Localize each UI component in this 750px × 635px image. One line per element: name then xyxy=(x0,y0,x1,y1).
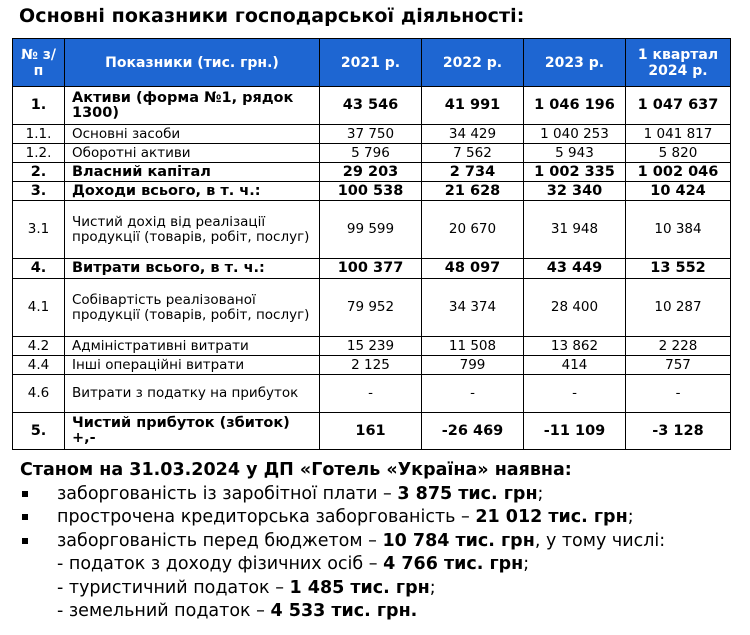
cell-2022: 7 562 xyxy=(422,144,524,163)
row-indicator: Собівартість реалізованої продукції (товарів, робіт, послуг) xyxy=(65,279,320,337)
cell-2022: 34 374 xyxy=(422,279,524,337)
table-row xyxy=(13,163,731,182)
row-indicator: Витрати всього, в т. ч.: xyxy=(65,259,320,279)
cell-2023: 1 002 335 xyxy=(524,163,626,182)
cell-2022: 21 628 xyxy=(422,182,524,201)
table-row xyxy=(13,259,731,279)
cell-2022: 799 xyxy=(422,356,524,375)
cell-2021: 161 xyxy=(320,413,422,450)
table-row xyxy=(13,144,731,163)
cell-2022: - xyxy=(422,375,524,413)
subitem-text: - земельний податок – xyxy=(57,601,271,621)
header-2022: 2022 р. xyxy=(422,39,524,87)
cell-2021: 2 125 xyxy=(320,356,422,375)
row-number: 4.6 xyxy=(13,375,65,413)
cell-2023: 1 040 253 xyxy=(524,125,626,144)
row-indicator: Чистий прибуток (збиток) +,- xyxy=(65,413,320,450)
cell-2023: 43 449 xyxy=(524,259,626,279)
row-number: 4.4 xyxy=(13,356,65,375)
row-number: 4.2 xyxy=(13,337,65,356)
subitem-amount: 1 485 тис. грн xyxy=(289,577,430,598)
cell-2024: 1 047 637 xyxy=(626,87,731,125)
cell-2023: 1 046 196 xyxy=(524,87,626,125)
row-indicator: Адміністративні витрати xyxy=(65,337,320,356)
subitem-amount: 4 533 тис. грн. xyxy=(270,601,418,621)
row-indicator: Інші операційні витрати xyxy=(65,356,320,375)
row-number: 1. xyxy=(13,87,65,125)
cell-2023: - xyxy=(524,375,626,413)
header-2023: 2023 р. xyxy=(524,39,626,87)
table-row xyxy=(13,356,731,375)
cell-2024: -3 128 xyxy=(626,413,731,450)
sub-list-item xyxy=(20,553,665,577)
cell-2023: 32 340 xyxy=(524,182,626,201)
cell-2024: 10 424 xyxy=(626,182,731,201)
cell-2023: 414 xyxy=(524,356,626,375)
row-indicator: Оборотні активи xyxy=(65,144,320,163)
cell-2022: -26 469 xyxy=(422,413,524,450)
cell-2023: -11 109 xyxy=(524,413,626,450)
list-item xyxy=(20,530,665,554)
item-text: заборгованість перед бюджетом – xyxy=(57,530,383,551)
item-text: прострочена кредиторська заборгованість – xyxy=(57,507,476,527)
table-row xyxy=(13,337,731,356)
subitem-suffix: ; xyxy=(523,554,530,574)
row-indicator: Витрати з податку на прибуток xyxy=(65,375,320,413)
row-number: 1.1. xyxy=(13,125,65,144)
item-text: заборгованість із заробітної плати – xyxy=(57,483,398,504)
cell-2024: 10 287 xyxy=(626,279,731,337)
row-indicator: Доходи всього, в т. ч.: xyxy=(65,182,320,201)
row-number: 4. xyxy=(13,259,65,279)
table-row xyxy=(13,201,731,259)
cell-2024: 2 228 xyxy=(626,337,731,356)
cell-2021: 15 239 xyxy=(320,337,422,356)
bullet-icon xyxy=(22,538,28,544)
cell-2024: 1 002 046 xyxy=(626,163,731,182)
cell-2022: 34 429 xyxy=(422,125,524,144)
header-num: № з/п xyxy=(13,39,65,87)
table-row xyxy=(13,182,731,201)
row-number: 3.1 xyxy=(13,201,65,259)
row-number: 3. xyxy=(13,182,65,201)
cell-2024: 13 552 xyxy=(626,259,731,279)
indicators-table xyxy=(12,38,731,450)
header-2021: 2021 р. xyxy=(320,39,422,87)
cell-2021: - xyxy=(320,375,422,413)
header-indicator: Показники (тис. грн.) xyxy=(65,39,320,87)
item-suffix: , у тому числі: xyxy=(534,530,666,551)
cell-2024: 5 820 xyxy=(626,144,731,163)
list-item xyxy=(20,483,665,507)
subitem-text: - туристичний податок – xyxy=(57,577,290,598)
table-row xyxy=(13,279,731,337)
row-number: 2. xyxy=(13,163,65,182)
cell-2021: 100 377 xyxy=(320,259,422,279)
list-item xyxy=(20,506,665,530)
table-row xyxy=(13,87,731,125)
cell-2021: 43 546 xyxy=(320,87,422,125)
bullet-icon xyxy=(22,491,28,497)
row-number: 1.2. xyxy=(13,144,65,163)
subitem-text: - податок з доходу фізичних осіб – xyxy=(57,554,384,574)
item-amount: 21 012 тис. грн xyxy=(475,507,628,527)
cell-2023: 13 862 xyxy=(524,337,626,356)
item-amount: 10 784 тис. грн xyxy=(382,530,535,551)
cell-2024: - xyxy=(626,375,731,413)
row-number: 4.1 xyxy=(13,279,65,337)
cell-2022: 2 734 xyxy=(422,163,524,182)
table-header-row xyxy=(13,39,731,87)
bullet-icon xyxy=(22,514,28,520)
page-title: Основні показники господарської діяльності: xyxy=(19,5,525,27)
row-indicator: Власний капітал xyxy=(65,163,320,182)
cell-2021: 5 796 xyxy=(320,144,422,163)
sub-list-item xyxy=(20,577,665,601)
table-row xyxy=(13,375,731,413)
row-indicator: Основні засоби xyxy=(65,125,320,144)
debt-summary xyxy=(20,459,665,624)
cell-2023: 31 948 xyxy=(524,201,626,259)
table-row xyxy=(13,413,731,450)
cell-2022: 11 508 xyxy=(422,337,524,356)
cell-2022: 41 991 xyxy=(422,87,524,125)
item-amount: 3 875 тис. грн xyxy=(397,483,538,504)
table-row xyxy=(13,125,731,144)
row-indicator: Чистий дохід від реалізації продукції (товарів, робіт, послуг) xyxy=(65,201,320,259)
header-q1-2024: 1 квартал 2024 р. xyxy=(626,39,731,87)
cell-2022: 48 097 xyxy=(422,259,524,279)
item-suffix: ; xyxy=(537,483,544,504)
cell-2023: 28 400 xyxy=(524,279,626,337)
cell-2024: 10 384 xyxy=(626,201,731,259)
cell-2022: 20 670 xyxy=(422,201,524,259)
cell-2024: 757 xyxy=(626,356,731,375)
cell-2021: 29 203 xyxy=(320,163,422,182)
summary-heading: Станом на 31.03.2024 у ДП «Готель «Україна» наявна: xyxy=(20,460,572,480)
cell-2021: 79 952 xyxy=(320,279,422,337)
cell-2021: 99 599 xyxy=(320,201,422,259)
sub-list-item xyxy=(20,600,665,624)
cell-2023: 5 943 xyxy=(524,144,626,163)
cell-2021: 37 750 xyxy=(320,125,422,144)
cell-2024: 1 041 817 xyxy=(626,125,731,144)
row-indicator: Активи (форма №1, рядок 1300) xyxy=(65,87,320,125)
item-suffix: ; xyxy=(627,507,634,527)
subitem-suffix: ; xyxy=(429,577,436,598)
row-number: 5. xyxy=(13,413,65,450)
subitem-amount: 4 766 тис. грн xyxy=(383,554,524,574)
cell-2021: 100 538 xyxy=(320,182,422,201)
